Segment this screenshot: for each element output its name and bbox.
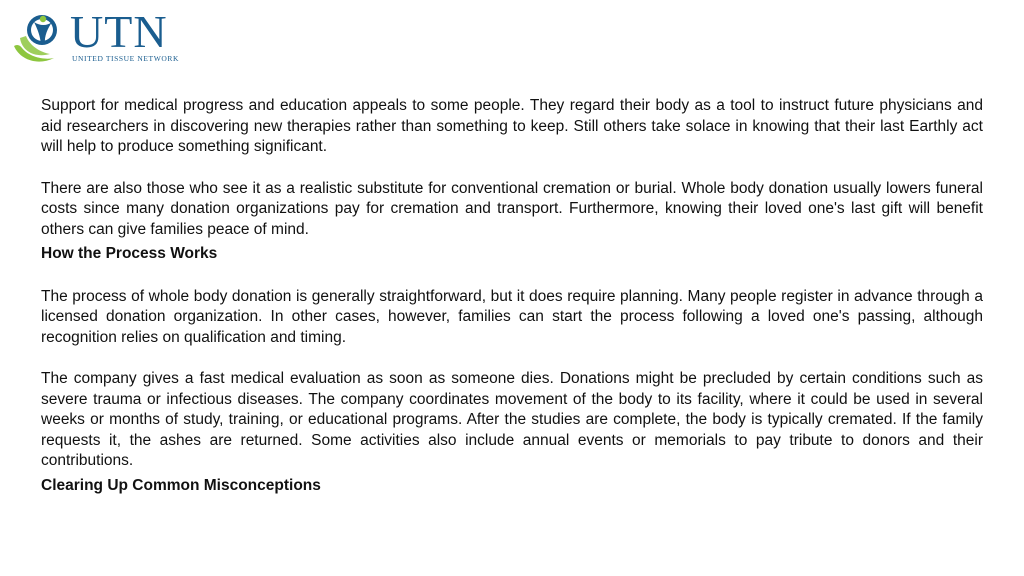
paragraph-2: There are also those who see it as a realistic substitute for conventional cremation or burial. Whole body donation usually lowers funeral costs since many donation organizations pay for cremation and transport. Furthermore, knowing their loved one's last gift will benefit others can give families peace of mind. [41, 179, 983, 238]
section-heading-process: How the Process Works [41, 245, 218, 262]
article-body [41, 96, 983, 496]
paragraph-3: The process of whole body donation is generally straightforward, but it does require planning. Many people register in advance through a licensed donation organization. In other cases, however, families can start the process following a loved one's passing, although recognition relies on qualification and timing. [41, 287, 983, 346]
paragraph-4: The company gives a fast medical evaluation as soon as someone dies. Donations might be precluded by certain conditions such as severe trauma or infectious diseases. The company coordinates movement of the body to its facility, where it could be used in several weeks or months of study, training, or educational programs. After the studies are complete, the body is typically cremated. If the family requests it, the ashes are returned. Some activities also include annual events or memorials to pay tribute to donors and their contributions. [41, 370, 983, 469]
section-heading-misconceptions: Clearing Up Common Misconceptions [41, 476, 321, 494]
utn-logo [10, 8, 190, 66]
paragraph-1: Support for medical progress and education appeals to some people. They regard their body as a tool to instruct future physicians and aid researchers in discovering new therapies rather than something to keep. Still others take solace in knowing that their last Earthly act will help to produce something significant. [41, 97, 983, 155]
person-in-hands-icon [10, 8, 72, 66]
logo-wordmark: UTN [70, 6, 168, 57]
logo-tagline: UNITED TISSUE NETWORK [72, 54, 180, 63]
